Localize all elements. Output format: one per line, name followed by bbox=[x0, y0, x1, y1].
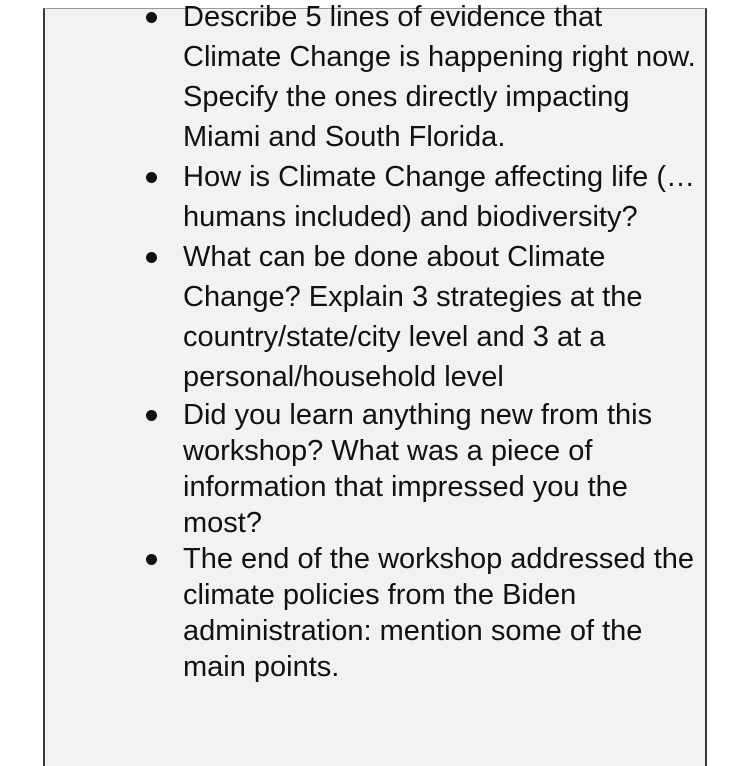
bullet-icon bbox=[146, 172, 157, 183]
bullet-icon bbox=[146, 252, 157, 263]
question-text: The end of the workshop addressed the climate policies from the Biden administration: mention some of the main points. bbox=[183, 543, 695, 683]
question-text: How is Climate Change affecting life (…humans included) and biodiversity? bbox=[183, 161, 696, 233]
question-text: What can be done about Climate Change? Explain 3 strategies at the country/state/city level and 3 at a personal/household level bbox=[183, 241, 643, 393]
question-text: Describe 5 lines of evidence that Climate Change is happening right now. Specify the ones directly impacting Miami and South Florida. bbox=[183, 1, 696, 153]
list-item bbox=[183, 157, 703, 237]
list-item bbox=[183, 541, 703, 685]
list-item bbox=[183, 397, 703, 541]
question-list bbox=[183, 0, 703, 685]
bullet-icon bbox=[146, 554, 157, 565]
list-item bbox=[183, 237, 703, 397]
list-item bbox=[183, 0, 703, 157]
bullet-icon bbox=[146, 410, 157, 421]
bullet-icon bbox=[146, 12, 157, 23]
question-text: Did you learn anything new from this workshop? What was a piece of information that impressed you the most? bbox=[183, 399, 653, 539]
